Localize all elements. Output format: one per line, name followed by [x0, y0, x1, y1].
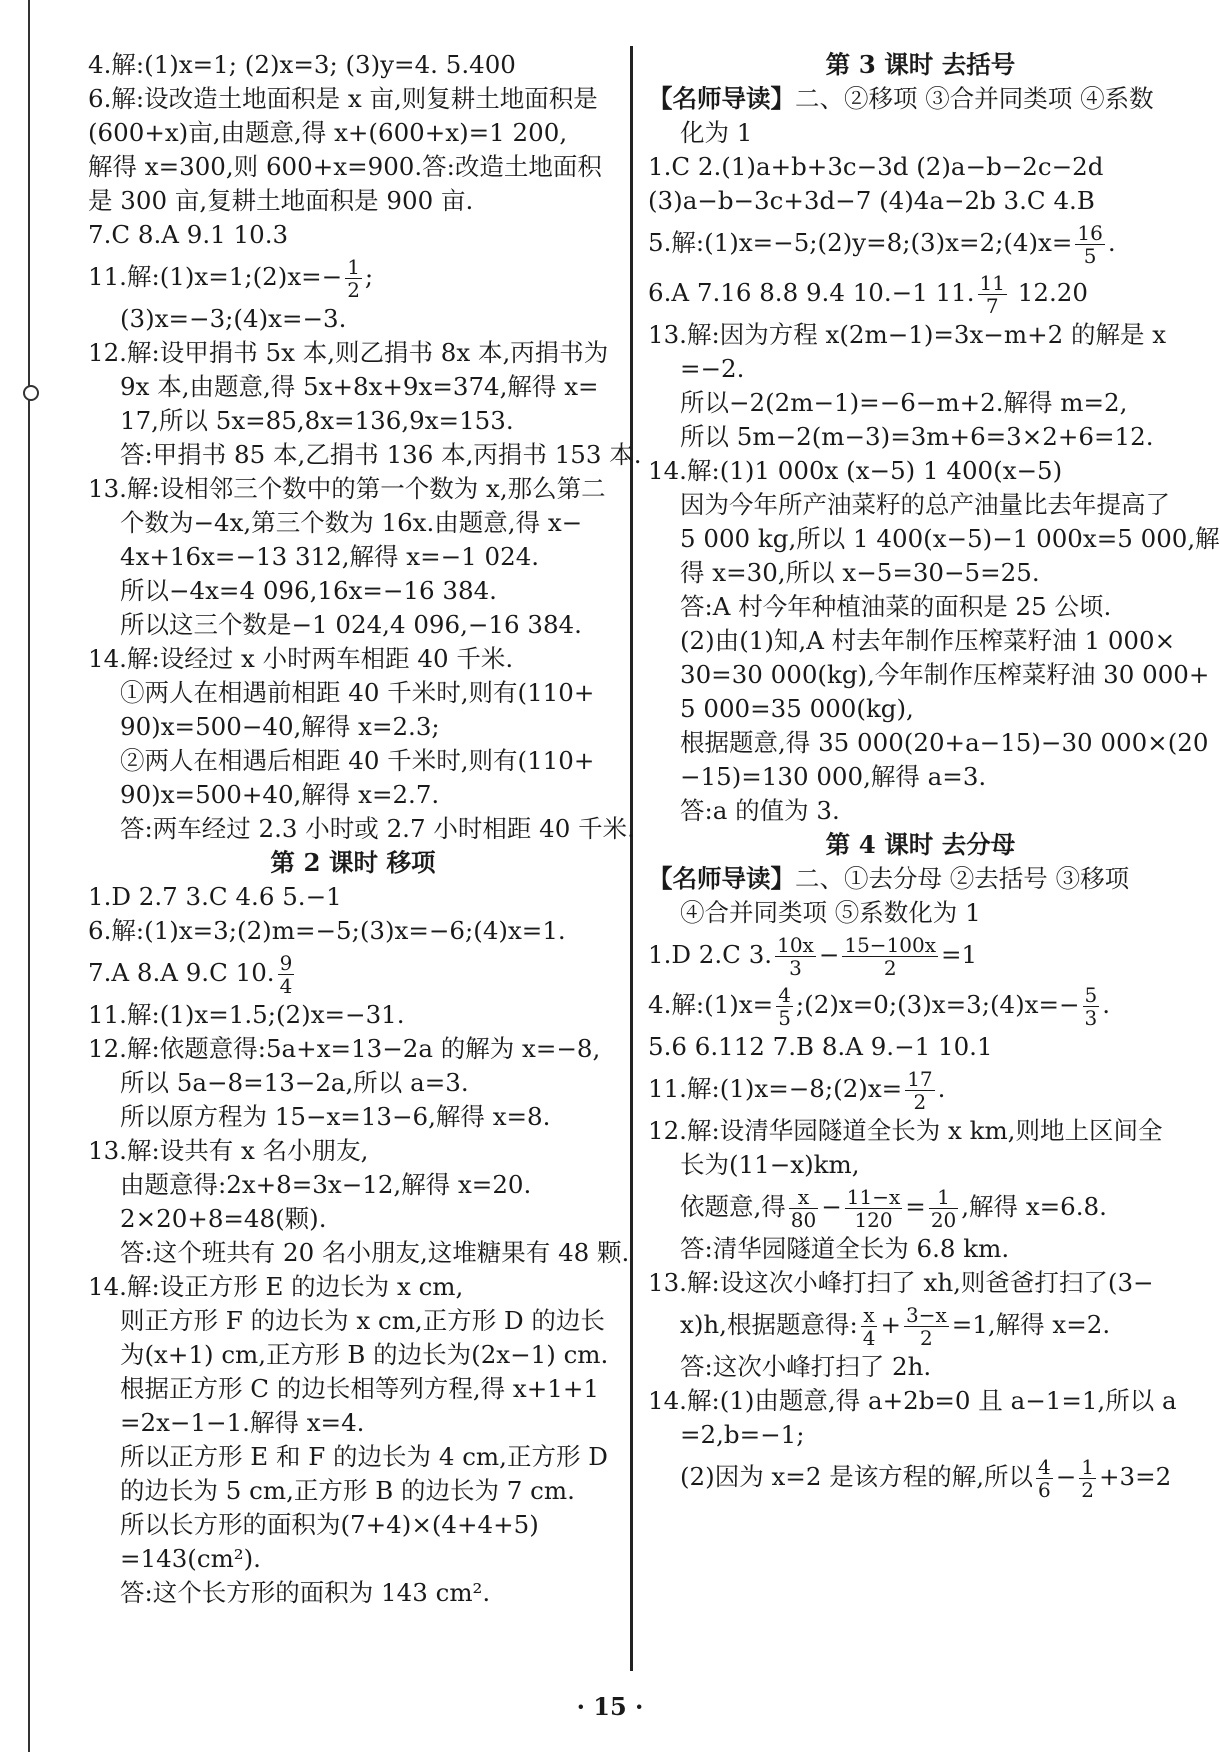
answer-line [648, 1350, 1193, 1384]
answer-line [648, 420, 1193, 454]
answer-line [648, 488, 1193, 522]
line-text: 化为 1 [680, 118, 753, 147]
line-text: 14.解:设正方形 E 的边长为 x cm, [88, 1272, 464, 1301]
answer-line [648, 218, 1193, 268]
line-text: 9x 本,由题意,得 5x+8x+9x=374,解得 x= [120, 372, 599, 401]
answer-line [648, 184, 1193, 218]
line-text: 13.解:设共有 x 名小朋友, [88, 1136, 369, 1165]
line-text: = [905, 1192, 926, 1221]
column-divider [630, 46, 633, 1671]
line-text: 5 000 kg,所以 1 400(x−5)−1 000x=5 000,解 [680, 524, 1220, 553]
left-column [88, 48, 642, 1610]
line-text: 第 3 课时 去括号 [825, 50, 1016, 79]
line-text: 13.解:设相邻三个数中的第一个数为 x,那么第二 [88, 474, 606, 503]
fraction-numerator: 9 [279, 951, 293, 975]
answer-line [88, 1304, 618, 1338]
fraction-numerator: x [789, 1186, 818, 1209]
line-text: (2)由(1)知,A 村去年制作压榨菜籽油 1 000× [680, 626, 1176, 655]
answer-line [88, 1236, 630, 1270]
answer-line [88, 1338, 618, 1372]
line-text: 14.解:设经过 x 小时两车相距 40 千米. [88, 644, 514, 673]
line-text: 第 4 课时 去分母 [825, 830, 1016, 859]
binding-hole [23, 385, 39, 401]
line-text: 解得 x=300,则 600+x=900.答:改造土地面积 [88, 152, 602, 181]
fraction [905, 1068, 934, 1113]
section-title [88, 846, 618, 880]
fraction-numerator: 16 [1077, 221, 1103, 245]
line-text: 4x+16x=−13 312,解得 x=−1 024. [120, 542, 540, 571]
line-text: 的边长为 5 cm,正方形 B 的边长为 7 cm. [120, 1476, 575, 1505]
line-text: 答:清华园隧道全长为 6.8 km. [680, 1234, 1010, 1263]
answer-line [88, 48, 618, 82]
line-text: −15)=130 000,解得 a=3. [680, 762, 987, 791]
line-text: 12.解:依题意得:5a+x=13−2a 的解为 x=−8, [88, 1034, 601, 1063]
answer-line [88, 184, 618, 218]
line-text: 个数为−4x,第三个数为 16x.由题意,得 x− [120, 508, 583, 537]
fraction-numerator: 4 [778, 983, 791, 1007]
answer-line [88, 744, 618, 778]
answer-line [88, 116, 618, 150]
line-text: 11.解:(1)x=1;(2)x=− [88, 262, 343, 291]
fraction [1083, 984, 1100, 1029]
answer-line [648, 726, 1209, 760]
line-text: 则正方形 F 的边长为 x cm,正方形 D 的边长 [120, 1306, 605, 1335]
answer-line [88, 336, 618, 370]
line-text: 第 2 课时 移项 [270, 848, 436, 877]
line-text: 1.D 2.7 3.C 4.6 5.−1 [88, 882, 342, 911]
line-text: ④合并同类项 ⑤系数化为 1 [680, 898, 981, 927]
line-text: =1,解得 x=2. [951, 1310, 1111, 1339]
line-text: 由题意得:2x+8=3x−12,解得 x=20. [120, 1170, 532, 1199]
fraction-numerator: 17 [907, 1067, 933, 1091]
line-text: 答:a 的值为 3. [680, 796, 840, 825]
answer-line [88, 1406, 618, 1440]
line-text: 二、①去分母 ②去括号 ③移项 [795, 864, 1130, 893]
fraction-numerator: x [861, 1304, 878, 1327]
line-text: 5.6 6.112 7.B 8.A 9.−1 10.1 [648, 1032, 993, 1061]
line-text: ①两人在相遇前相距 40 千米时,则有(110+ [120, 678, 595, 707]
fraction [776, 984, 793, 1029]
fraction-numerator: 5 [1084, 983, 1098, 1007]
fraction-numerator: 15−100x [844, 933, 937, 957]
line-text: 13.解:因为方程 x(2m−1)=3x−m+2 的解是 x [648, 320, 1167, 349]
answer-line [648, 862, 1193, 896]
fraction-numerator: 1 [1081, 1455, 1094, 1479]
line-text: 17,所以 5x=85,8x=136,9x=153. [120, 406, 514, 435]
line-text: 1.C 2.(1)a+b+3c−3d (2)a−b−2c−2d [648, 152, 1104, 181]
answer-line [648, 1148, 1193, 1182]
answer-line [88, 370, 618, 404]
line-text: 所以−4x=4 096,16x=−16 384. [120, 576, 497, 605]
answer-line [648, 1232, 1193, 1266]
line-text: 为(x+1) cm,正方形 B 的边长为(2x−1) cm. [120, 1340, 609, 1369]
answer-line [88, 1542, 618, 1576]
answer-line [648, 624, 1193, 658]
answer-line [88, 302, 618, 336]
answer-line [648, 1300, 1193, 1350]
line-text: =143(cm²). [120, 1544, 261, 1573]
line-text: 14.解:(1)由题意,得 a+2b=0 且 a−1=1,所以 a [648, 1386, 1177, 1415]
fraction-numerator: 1 [347, 255, 360, 279]
fraction [345, 256, 362, 301]
answer-line [648, 980, 1193, 1030]
fraction-denominator: 20 [930, 1208, 957, 1232]
line-text: 12.解:设甲捐书 5x 本,则乙捐书 8x 本,丙捐书为 [88, 338, 609, 367]
line-text: +3=2 [1099, 1462, 1172, 1491]
line-text: x)h,根据题意得: [680, 1310, 858, 1339]
line-text: 12.20 [1009, 278, 1088, 307]
fraction-denominator: 2 [919, 1326, 933, 1350]
line-text: 5.解:(1)x=−5;(2)y=8;(3)x=2;(4)x= [648, 228, 1073, 257]
line-text: 11.解:(1)x=1.5;(2)x=−31. [88, 1000, 405, 1029]
line-text: =−2. [680, 354, 745, 383]
line-text: 13.解:设这次小峰打扫了 xh,则爸爸打扫了(3− [648, 1268, 1154, 1297]
fraction [1036, 1456, 1053, 1501]
fraction [1079, 1456, 1096, 1501]
answer-line [648, 760, 1193, 794]
fraction [978, 272, 1007, 317]
fraction-denominator: 5 [778, 1006, 791, 1030]
fraction-numerator: 3−x [905, 1303, 947, 1327]
fraction [861, 1304, 878, 1349]
fraction-denominator: 6 [1038, 1478, 1051, 1502]
line-text: − [1055, 1462, 1077, 1491]
answer-line [88, 710, 618, 744]
line-text: (3)x=−3;(4)x=−3. [120, 304, 347, 333]
answer-line [88, 948, 618, 998]
fraction-numerator: 11 [979, 271, 1005, 295]
answer-line [88, 778, 618, 812]
fraction-denominator: 7 [985, 294, 999, 318]
answer-line [88, 812, 635, 846]
line-text: 所以 5a−8=13−2a,所以 a=3. [120, 1068, 469, 1097]
section-tag: 【名师导读】 [648, 864, 795, 893]
answer-line [88, 642, 618, 676]
answer-line [648, 794, 1193, 828]
fraction-numerator: 4 [1038, 1455, 1051, 1479]
answer-line [648, 1064, 1193, 1114]
answer-line [648, 1418, 1193, 1452]
answer-line [648, 1452, 1193, 1502]
answer-line [648, 1114, 1193, 1148]
line-text: ②两人在相遇后相距 40 千米时,则有(110+ [120, 746, 595, 775]
answer-line [648, 556, 1193, 590]
line-text: ,解得 x=6.8. [961, 1192, 1107, 1221]
line-text: 答:A 村今年种植油菜的面积是 25 公顷. [680, 592, 1112, 621]
line-text: 12.解:设清华园隧道全长为 x km,则地上区间全 [648, 1116, 1163, 1145]
answer-line [88, 1508, 618, 1542]
line-text: 6.A 7.16 8.8 9.4 10.−1 11. [648, 278, 975, 307]
answer-line [88, 1372, 618, 1406]
answer-line [88, 218, 618, 252]
line-text: =2,b=−1; [680, 1420, 805, 1449]
line-text: 11.解:(1)x=−8;(2)x= [648, 1074, 903, 1103]
line-text: 4.解:(1)x=1; (2)x=3; (3)y=4. 5.400 [88, 50, 516, 79]
right-column [648, 48, 1220, 1502]
line-text: 答:这个班共有 20 名小朋友,这堆糖果有 48 颗. [120, 1238, 630, 1267]
line-text: . [1102, 990, 1111, 1019]
line-text: 因为今年所产油菜籽的总产油量比去年提高了 [680, 490, 1170, 519]
answer-line [88, 252, 618, 302]
line-text: 所以 5m−2(m−3)=3m+6=3×2+6=12. [680, 422, 1154, 451]
line-text: 30=30 000(kg),今年制作压榨菜籽油 30 000+ [680, 660, 1210, 689]
answer-line [88, 574, 618, 608]
fraction-denominator: 3 [1084, 1006, 1098, 1030]
line-text: 6.解:设改造土地面积是 x 亩,则复耕土地面积是 [88, 84, 598, 113]
line-text: 7.A 8.A 9.C 10. [88, 958, 275, 987]
line-text: ;(2)x=0;(3)x=3;(4)x=− [795, 990, 1080, 1019]
answer-line [88, 1134, 618, 1168]
answer-line [648, 318, 1193, 352]
answer-line [648, 454, 1193, 488]
line-text: 7.C 8.A 9.1 10.3 [88, 220, 289, 249]
line-text: 根据题意,得 35 000(20+a−15)−30 000×(20 [680, 728, 1209, 757]
answer-line [88, 1474, 618, 1508]
answer-line [648, 930, 1193, 980]
answer-line [88, 676, 618, 710]
fraction-numerator: 1 [929, 1186, 958, 1209]
answer-line [88, 472, 618, 506]
section-tag: 【名师导读】 [648, 84, 795, 113]
answer-line [88, 506, 618, 540]
answer-line [648, 590, 1193, 624]
answer-line [648, 522, 1220, 556]
answer-line [648, 1266, 1193, 1300]
fraction [904, 1304, 949, 1349]
fraction-denominator: 5 [1083, 244, 1097, 268]
line-text: 2×20+8=48(颗). [120, 1204, 327, 1233]
answer-line [88, 880, 618, 914]
line-text: 答:甲捐书 85 本,乙捐书 136 本,丙捐书 153 本. [120, 440, 642, 469]
line-text: 1.D 2.C 3. [648, 940, 773, 969]
answer-line [648, 150, 1193, 184]
answer-line [648, 82, 1193, 116]
line-text: 14.解:(1)1 000x (x−5) 1 400(x−5) [648, 456, 1063, 485]
answer-line [648, 352, 1193, 386]
fraction-denominator: 2 [1081, 1478, 1094, 1502]
line-text: ; [364, 262, 374, 291]
line-text: 所以−2(2m−1)=−6−m+2.解得 m=2, [680, 388, 1128, 417]
fraction-denominator: 4 [862, 1326, 876, 1350]
fraction-numerator: 11−x [846, 1185, 901, 1209]
line-text: 长为(11−x)km, [680, 1150, 860, 1179]
answer-line [648, 896, 1193, 930]
answer-line [88, 150, 618, 184]
line-text: 所以原方程为 15−x=13−6,解得 x=8. [120, 1102, 551, 1131]
line-text: (600+x)亩,由题意,得 x+(600+x)=1 200, [88, 118, 568, 147]
line-text: − [818, 940, 840, 969]
answer-line [88, 914, 618, 948]
line-text: + [880, 1310, 901, 1339]
line-text: =2x−1−1.解得 x=4. [120, 1408, 365, 1437]
line-text: 所以正方形 E 和 F 的边长为 4 cm,正方形 D [120, 1442, 608, 1471]
line-text: 所以长方形的面积为(7+4)×(4+4+5) [120, 1510, 539, 1539]
answer-line [648, 1384, 1193, 1418]
line-text: =1 [941, 940, 978, 969]
answer-line [648, 386, 1193, 420]
answer-line [88, 608, 618, 642]
line-text: 90)x=500+40,解得 x=2.7. [120, 780, 440, 809]
line-text: 答:这次小峰打扫了 2h. [680, 1352, 932, 1381]
answer-line [88, 1576, 618, 1610]
line-text: 5 000=35 000(kg), [680, 694, 914, 723]
fraction-denominator: 2 [883, 956, 897, 980]
answer-line [88, 1202, 618, 1236]
fraction [775, 934, 816, 979]
binding-line [28, 0, 30, 1752]
line-text: . [1107, 228, 1116, 257]
line-text: 答:这个长方形的面积为 143 cm². [120, 1578, 491, 1607]
answer-line [88, 82, 618, 116]
answer-line [88, 1032, 618, 1066]
section-title [648, 48, 1193, 82]
page-number: · 15 · [576, 1692, 644, 1721]
answer-line [88, 438, 642, 472]
answer-line [88, 1100, 618, 1134]
answer-line [88, 1066, 618, 1100]
line-text: 二、②移项 ③合并同类项 ④系数 [795, 84, 1154, 113]
line-text: . [937, 1074, 946, 1103]
fraction [1075, 222, 1104, 267]
answer-line [88, 1270, 618, 1304]
fraction-denominator: 80 [790, 1208, 817, 1232]
answer-line [648, 658, 1210, 692]
answer-line [88, 998, 618, 1032]
line-text: 4.解:(1)x= [648, 990, 774, 1019]
answer-line [88, 404, 618, 438]
line-text: 是 300 亩,复耕土地面积是 900 亩. [88, 186, 474, 215]
answer-line [648, 268, 1193, 318]
answer-line [648, 692, 1193, 726]
fraction-denominator: 120 [854, 1208, 893, 1232]
fraction-denominator: 4 [279, 974, 293, 998]
line-text: 90)x=500−40,解得 x=2.3; [120, 712, 440, 741]
line-text: 得 x=30,所以 x−5=30−5=25. [680, 558, 1040, 587]
line-text: − [821, 1192, 842, 1221]
answer-line [648, 116, 1193, 150]
fraction [842, 934, 938, 979]
fraction [845, 1186, 903, 1231]
answer-line [88, 540, 618, 574]
answer-line [88, 1440, 618, 1474]
line-text: 根据正方形 C 的边长相等列方程,得 x+1+1 [120, 1374, 599, 1403]
fraction [929, 1186, 958, 1231]
fraction [278, 952, 295, 997]
answer-line [648, 1030, 1193, 1064]
answer-line [88, 1168, 618, 1202]
line-text: 答:两车经过 2.3 小时或 2.7 小时相距 40 千米. [120, 814, 635, 843]
fraction-denominator: 3 [789, 956, 802, 980]
line-text: (3)a−b−3c+3d−7 (4)4a−2b 3.C 4.B [648, 186, 1095, 215]
line-text: 所以这三个数是−1 024,4 096,−16 384. [120, 610, 582, 639]
line-text: (2)因为 x=2 是该方程的解,所以 [680, 1462, 1033, 1491]
answer-line [648, 1182, 1193, 1232]
line-text: 依题意,得 [680, 1192, 786, 1221]
section-title [648, 828, 1193, 862]
fraction-numerator: 10x [777, 933, 814, 957]
fraction [789, 1186, 818, 1231]
line-text: 6.解:(1)x=3;(2)m=−5;(3)x=−6;(4)x=1. [88, 916, 566, 945]
fraction-denominator: 2 [913, 1090, 927, 1114]
fraction-denominator: 2 [347, 278, 360, 302]
